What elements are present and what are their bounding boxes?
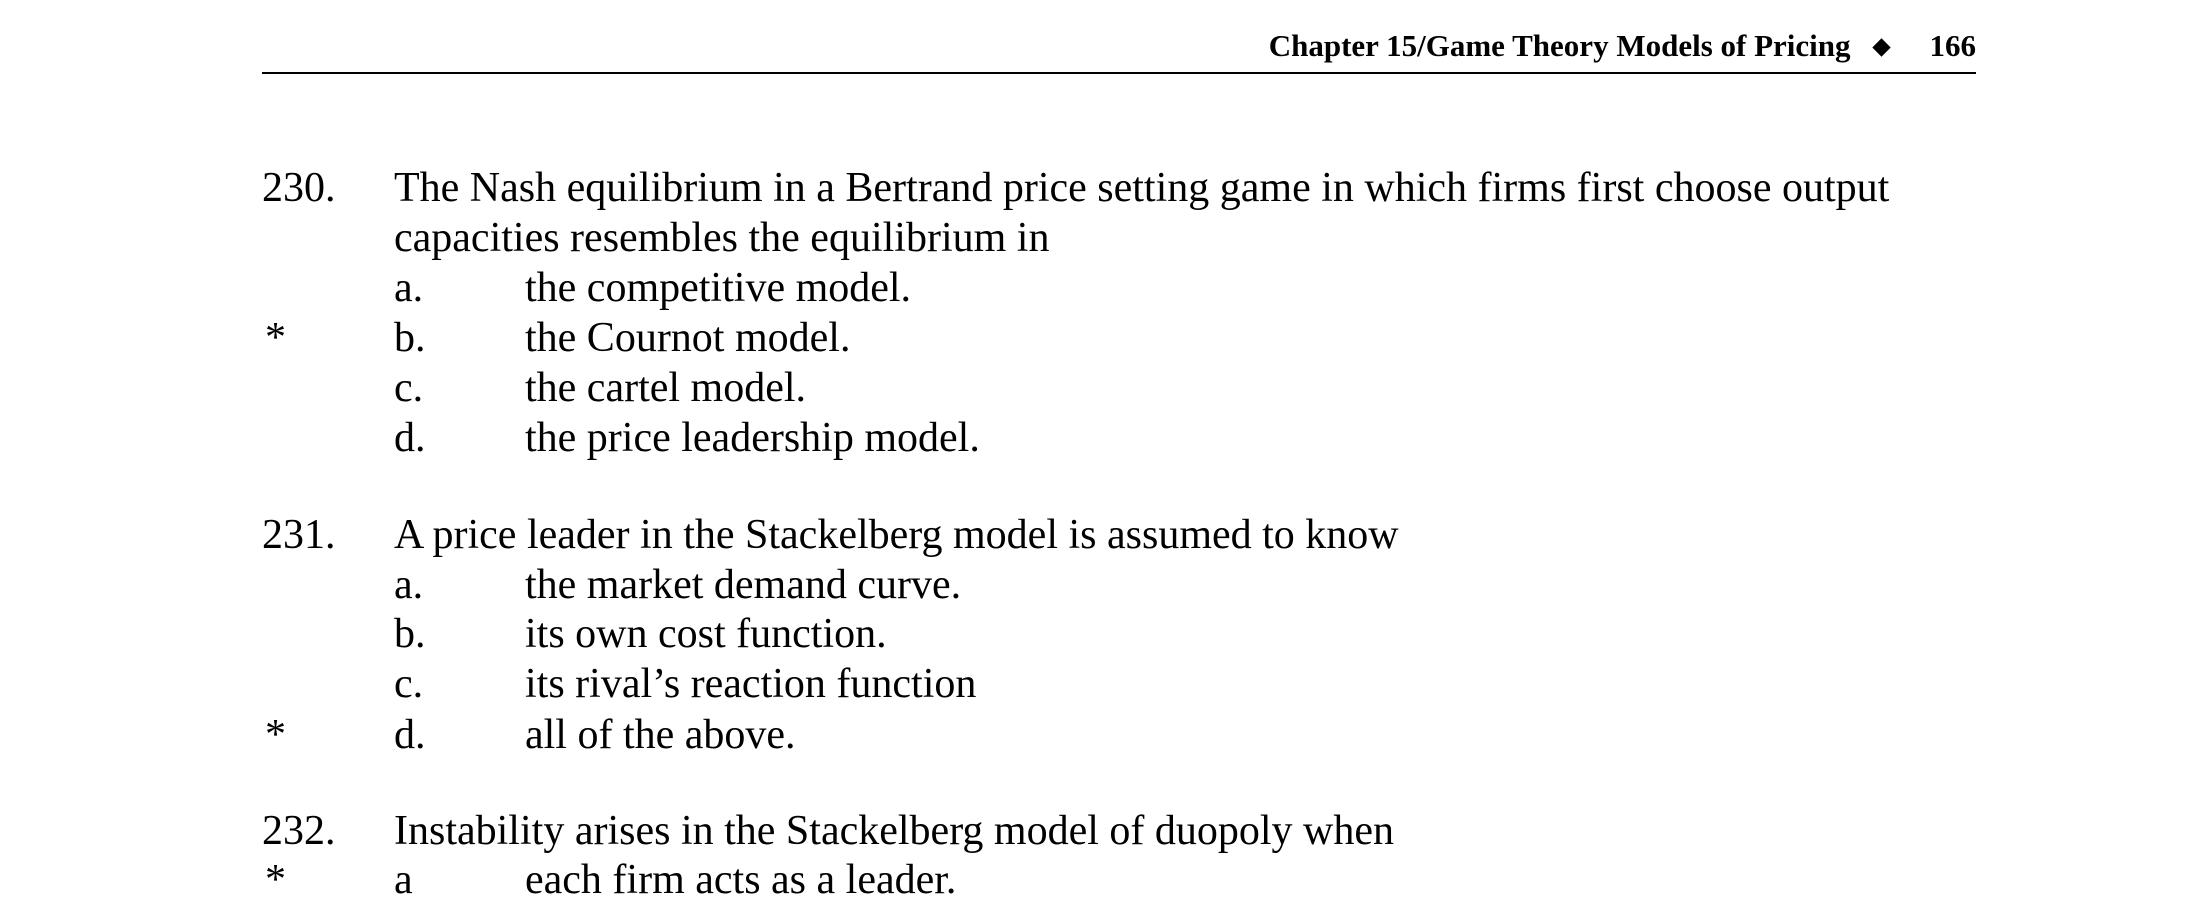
option-text: its own cost function.: [525, 611, 887, 657]
answer-option: [0, 560, 2210, 610]
question-stem-line: [0, 163, 2210, 213]
answer-option: [0, 609, 2210, 659]
question-text: A price leader in the Stackelberg model is assumed to know: [394, 512, 1399, 558]
option-text: all of the above.: [525, 712, 796, 758]
option-text: the cartel model.: [525, 365, 807, 411]
option-letter: a: [394, 857, 413, 903]
option-text: the competitive model.: [525, 265, 912, 311]
correct-answer-mark: *: [265, 712, 286, 758]
option-text: the market demand curve.: [525, 562, 962, 608]
question-number: 232.: [262, 808, 336, 854]
question-stem-line: [0, 213, 2210, 263]
option-letter: b.: [394, 315, 426, 361]
correct-answer-mark: *: [265, 315, 286, 361]
question-text: capacities resembles the equilibrium in: [394, 215, 1050, 261]
answer-option: [0, 363, 2210, 413]
option-text: the Cournot model.: [525, 315, 851, 361]
correct-answer-mark: *: [265, 857, 286, 903]
page-number: 166: [1929, 28, 1976, 63]
running-header: [262, 28, 1976, 74]
option-letter: a.: [394, 562, 424, 608]
option-letter: a.: [394, 265, 424, 311]
answer-option: [0, 313, 2210, 363]
header-text: [1269, 28, 1976, 64]
answer-option: [0, 263, 2210, 313]
question-stem-line: [0, 806, 2210, 856]
answer-option: [0, 855, 2210, 905]
diamond-icon: [1872, 38, 1890, 56]
chapter-title: Chapter 15/Game Theory Models of Pricing: [1268, 28, 1851, 63]
option-letter: d.: [394, 712, 426, 758]
question-stem-line: [0, 510, 2210, 560]
option-letter: b.: [394, 611, 426, 657]
option-letter: c.: [394, 661, 424, 707]
question-text: The Nash equilibrium in a Bertrand price setting game in which firms first choose output: [394, 165, 1890, 211]
option-text: its rival’s reaction function: [525, 661, 977, 707]
answer-option: [0, 659, 2210, 709]
question-number: 231.: [262, 512, 336, 558]
question-text: Instability arises in the Stackelberg model of duopoly when: [394, 808, 1395, 854]
option-text: each firm acts as a leader.: [525, 857, 957, 903]
answer-option: [0, 413, 2210, 463]
option-text: the price leadership model.: [525, 415, 980, 461]
question-number: 230.: [262, 165, 336, 211]
option-letter: c.: [394, 365, 424, 411]
option-letter: d.: [394, 415, 426, 461]
answer-option: [0, 710, 2210, 760]
